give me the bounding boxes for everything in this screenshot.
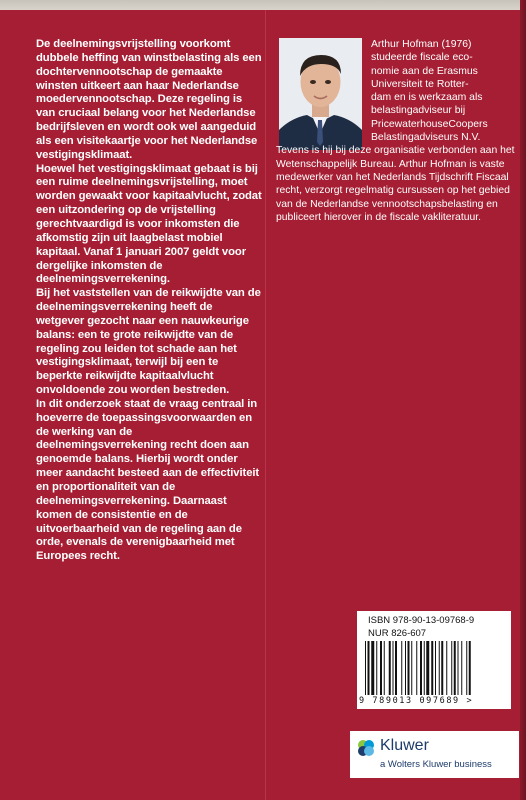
barcode-bar xyxy=(405,641,406,695)
barcode-bar xyxy=(439,641,440,695)
barcode-bar xyxy=(466,641,467,695)
barcode-bar xyxy=(451,641,452,695)
barcode-bar xyxy=(426,641,429,695)
nur-label: NUR 826-607 xyxy=(368,628,427,639)
blurb-paragraph: Hoewel het vestigingsklimaat gebaat is bij een ruime deelnemingsvrijstelling, moet worden gewaakt voor kapitaalvlucht, zodat een uitzondering op de vrijstelling gerechtvaardigd is voor inkomsten die afkomstig zijn uit laagbelast mobiel kapitaal. Vanaf 1 januari 2007 geldt voor dergelijke inkomsten de deelnemingsverrekening. xyxy=(36,162,262,286)
isbn-label: ISBN 978-90-13-09768-9 xyxy=(368,615,475,626)
barcode-bar xyxy=(408,641,410,695)
barcode-bar xyxy=(389,641,391,695)
barcode-bars xyxy=(365,641,503,695)
barcode-bar xyxy=(469,641,471,695)
bio-line: PricewaterhouseCoopers xyxy=(371,118,488,130)
barcode-bar xyxy=(411,641,412,695)
barcode-bar xyxy=(454,641,456,695)
barcode-bar xyxy=(368,641,370,695)
cover-top-edge xyxy=(0,0,526,10)
barcode-digits: 9 789013 097689 > xyxy=(359,696,474,706)
publisher-name: Kluwer xyxy=(380,737,429,754)
barcode-bar xyxy=(420,641,422,695)
barcode-bar xyxy=(446,641,447,695)
bio-line: Universiteit te Rotter- xyxy=(371,78,469,90)
barcode-bar xyxy=(380,641,382,695)
author-bio-intro xyxy=(371,38,520,144)
barcode-bar xyxy=(384,641,385,695)
bio-line: Arthur Hofman (1976) xyxy=(371,39,472,50)
bio-line: dam en is werkzaam als xyxy=(371,92,483,104)
publisher-tagline: a Wolters Kluwer business xyxy=(380,759,492,770)
publisher-logo xyxy=(350,731,519,778)
kluwer-globe-icon xyxy=(356,738,376,758)
cover-spine-edge xyxy=(520,0,526,800)
author-bio xyxy=(276,38,520,224)
barcode-bar xyxy=(424,641,425,695)
blurb-paragraph: In dit onderzoek staat de vraag centraal in hoeverre de toepassingsvoorwaarden en de werking van de deelnemingsverrekening recht doen aan genoemde balans. Hierbij wordt onder meer aandacht besteed aan de effectiviteit en proportionaliteit van de deelnemingsverrekening. Daarnaast komen de consistentie en de uitvoerbaarheid van de regeling aan de orde, evenals de verenigbaarheid met Europees recht. xyxy=(36,397,260,563)
barcode-panel xyxy=(357,611,511,709)
barcode-bar xyxy=(416,641,417,695)
bio-line: Belastingadviseurs N.V. xyxy=(371,132,481,144)
barcode-bar xyxy=(395,641,397,695)
barcode-bar xyxy=(376,641,377,695)
bio-line: studeerde fiscale eco- xyxy=(371,52,473,64)
blurb-paragraph: Bij het vaststellen van de reikwijdte van de deelnemingsverrekening heeft de wetgever gezocht naar een nauwkeurige balans: een te grote reikwijdte van de regeling zou leiden tot schade aan het vestigingsklimaat, terwijl bij een te beperkte reikwijdte kapitaalvlucht onvoldoende zou worden bestreden. xyxy=(36,287,261,397)
barcode-bar xyxy=(371,641,374,695)
barcode-bar xyxy=(393,641,394,695)
bio-line: belastingadviseur bij xyxy=(371,105,466,117)
barcode-bar xyxy=(401,641,402,695)
blurb-paragraph: De deelnemingsvrijstelling voorkomt dubbele heffing van winstbelasting als een dochtervennootschap de gemaakte winsten uitkeert aan haar Nederlandse moedervennootschap. Deze regeling is van cruciaal belang voor het Nederlandse bedrijfsleven en wordt ook wel aangeduid als een visitekaartje voor het Nederlandse vestigingsklimaat. xyxy=(36,38,262,161)
author-bio-rest: Tevens is hij bij deze organisatie verbonden aan het Wetenschappelijk Bureau. Arthur Hofman is vaste medewerker van het Nederlands Tijdschrift Fiscaal recht, verzorgt regelmatig cursussen op het gebied van de Nederlandse vennootschapsbelasting en publiceert hierover in de fiscale vakliteratuur. xyxy=(276,145,515,223)
blurb-text xyxy=(36,38,262,564)
barcode-bar xyxy=(441,641,443,695)
barcode-bar xyxy=(365,641,366,695)
barcode-bar xyxy=(435,641,436,695)
bio-line: nomie aan de Erasmus xyxy=(371,65,478,77)
barcode-bar xyxy=(431,641,433,695)
barcode-bar xyxy=(461,641,462,695)
column-divider xyxy=(265,10,266,800)
barcode-bar xyxy=(458,641,459,695)
